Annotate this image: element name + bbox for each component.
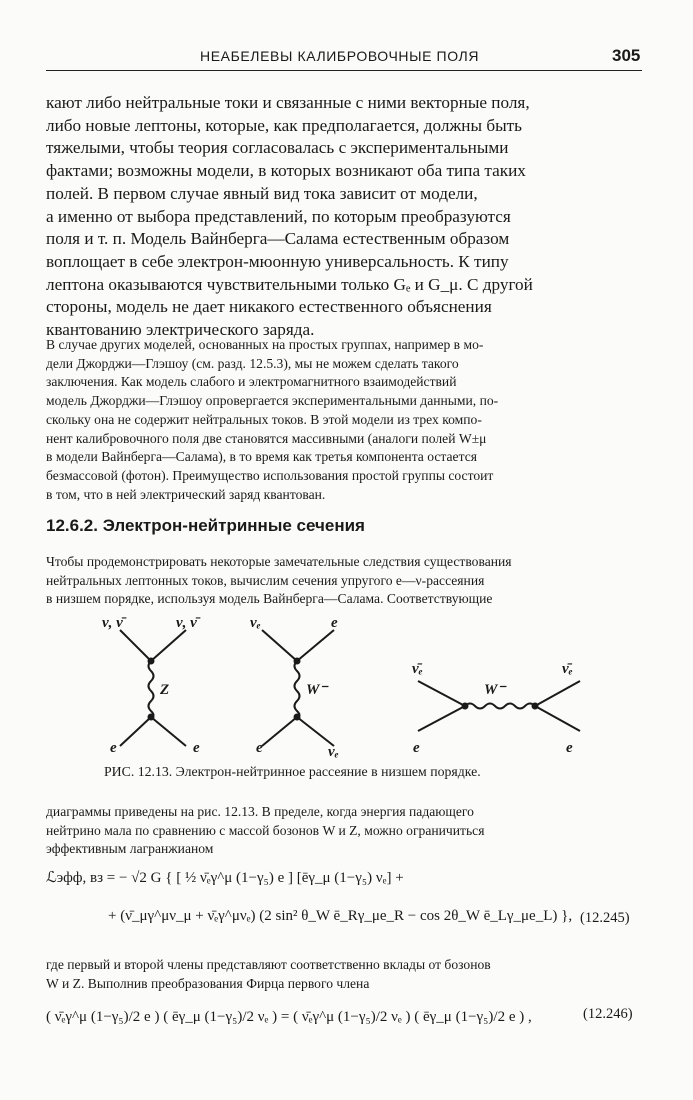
d1-line-bottom-right: [151, 717, 186, 746]
text-line: В случае других моделей, основанных на простых группах, например в мо-: [46, 337, 484, 352]
text-line: W и Z. Выполнив преобразования Фирца первого члена: [46, 975, 370, 991]
d2-line-bottom-left: [262, 717, 297, 746]
equation-12-245-line2: + (ν̄_μγ^μν_μ + ν̄ₑγ^μνₑ) (2 sin² θ_W ē_Rγ_μe_R − cos 2θ_W ē_Lγ_μe_L) },: [108, 908, 573, 924]
d2-label-bottom-right: νₑ: [328, 744, 339, 760]
d1-label-top-left: ν, ν̄: [102, 615, 123, 631]
section-title: 12.6.2. Электрон-нейтринные сечения: [46, 516, 365, 535]
text-line: диаграммы приведены на рис. 12.13. В пределе, когда энергия падающего: [46, 804, 474, 819]
d2-line-bottom-right: [297, 717, 334, 746]
d2-vertex-top: [294, 658, 301, 665]
text-line: Чтобы продемонстрировать некоторые замечательные следствия существования: [46, 554, 512, 569]
d3-propagator-w: [465, 704, 535, 709]
d3-label-bottom-right: e: [566, 740, 573, 756]
d3-line-top-left: [418, 681, 465, 706]
d3-line-bottom-left: [418, 706, 465, 731]
d3-label-mediator: W⁻: [484, 682, 506, 698]
d1-line-bottom-left: [120, 717, 151, 746]
d3-vertex-left: [462, 703, 469, 710]
d3-label-bottom-left: e: [413, 740, 420, 756]
text-line: тяжелыми, чтобы теория согласовалась с экспериментальными: [46, 138, 509, 158]
d3-line-bottom-right: [535, 706, 580, 731]
d1-line-top-left: [120, 630, 151, 661]
d2-label-bottom-left: e: [256, 740, 263, 756]
text-line: а именно от выбора представлений, по которым преобразуются: [46, 206, 511, 226]
text-line: где первый и второй члены представляют соответственно вклады от бозонов: [46, 957, 491, 972]
equation-number-12-246: (12.246): [583, 1006, 633, 1022]
text-line: безмассовой (фотон). Преимущество использования простой группы состоит: [46, 467, 494, 483]
d1-vertex-top: [148, 658, 155, 665]
text-line: поля и т. п. Модель Вайнберга—Салама естественным образом: [46, 229, 510, 249]
text-line: нейтрино мала по сравнению с массой бозонов W и Z, можно ограничиться: [46, 822, 485, 838]
d1-line-top-right: [151, 630, 186, 661]
equation-12-246: ( ν̄ₑγ^μ (1−γ₅)/2 e ) ( ēγ_μ (1−γ₅)/2 νₑ ) = ( ν̄ₑγ^μ (1−γ₅)/2 νₑ ) ( ēγ_μ (1−γ₅)/2 e ) ,: [46, 1009, 532, 1025]
page-number: 305: [612, 46, 641, 65]
figure-caption: РИС. 12.13. Электрон-нейтринное рассеяние в низшем порядке.: [104, 764, 481, 779]
text-line: нейтральных лептонных токов, вычислим сечения упругого e—ν-рассеяния: [46, 572, 485, 588]
text-line: нент калибровочного поля две становятся массивными (аналоги полей W±μ: [46, 430, 487, 446]
d3-label-top-left: ν̄ₑ: [412, 661, 423, 677]
d2-line-top-right: [297, 630, 334, 661]
d3-vertex-right: [532, 703, 539, 710]
d2-label-top-left: νₑ: [250, 615, 261, 631]
text-line: эффективным лагранжианом: [46, 841, 214, 857]
paragraph-fierz: [46, 956, 639, 993]
d1-vertex-bottom: [148, 714, 155, 721]
text-line: стороны, модель не дает никакого естественного объяснения: [46, 297, 492, 317]
d1-label-bottom-left: e: [110, 740, 117, 756]
text-line: в том, что в ней электрический заряд квантован.: [46, 486, 326, 502]
equation-number-12-245: (12.245): [580, 910, 630, 926]
text-line: лептона оказываются чувствительными только Gₑ и G_μ. С другой: [46, 274, 533, 294]
text-line: дели Джорджи—Глэшоу (см. разд. 12.5.3), мы не можем сделать такого: [46, 355, 459, 371]
text-line: либо новые лептоны, которые, как предполагается, должны быть: [46, 115, 522, 135]
equation-12-245-line1: ℒэфф, вз = − √2 G { [ ½ ν̄ₑγ^μ (1−γ₅) e ] [ēγ_μ (1−γ₅) νₑ] +: [46, 870, 404, 886]
text-line: в модели Вайнберга—Салама), в то время как третья компонента остается: [46, 449, 477, 465]
text-line: в низшем порядке, используя модель Вайнберга—Салама. Соответствующие: [46, 591, 493, 607]
d1-label-top-right: ν, ν̄: [176, 615, 197, 631]
d2-label-mediator: W⁻: [306, 682, 328, 698]
paragraph-limit: [46, 803, 639, 859]
d2-propagator-w: [295, 661, 300, 717]
d3-label-top-right: ν̄ₑ: [562, 661, 573, 677]
d2-line-top-left: [262, 630, 297, 661]
text-line: модель Джорджи—Глэшоу опровергается экспериментальными данными, по-: [46, 393, 499, 409]
text-line: скольку она не содержит нейтральных токов. В этой модели из трех компо-: [46, 411, 482, 427]
d1-label-mediator: Z: [160, 682, 170, 698]
text-line: кают либо нейтральные токи и связанные с ними векторные поля,: [46, 93, 530, 112]
text-line: заключения. Как модель слабого и электромагнитного взаимодействий: [46, 374, 457, 390]
d2-label-top-right: e: [331, 615, 338, 631]
running-head: НЕАБЕЛЕВЫ КАЛИБРОВОЧНЫЕ ПОЛЯ: [200, 48, 480, 64]
text-line: фактами; возможны модели, в которых возникают оба типа таких: [46, 161, 526, 181]
text-line: полей. В первом случае явный вид тока зависит от модели,: [46, 183, 478, 203]
text-line: квантованию электрического заряда.: [46, 320, 315, 340]
d3-line-top-right: [535, 681, 580, 706]
text-line: воплощает в себе электрон-мюонную универсальность. К типу: [46, 251, 509, 271]
d2-vertex-bottom: [294, 714, 301, 721]
d1-label-bottom-right: e: [193, 740, 200, 756]
d1-propagator-z: [149, 661, 154, 717]
